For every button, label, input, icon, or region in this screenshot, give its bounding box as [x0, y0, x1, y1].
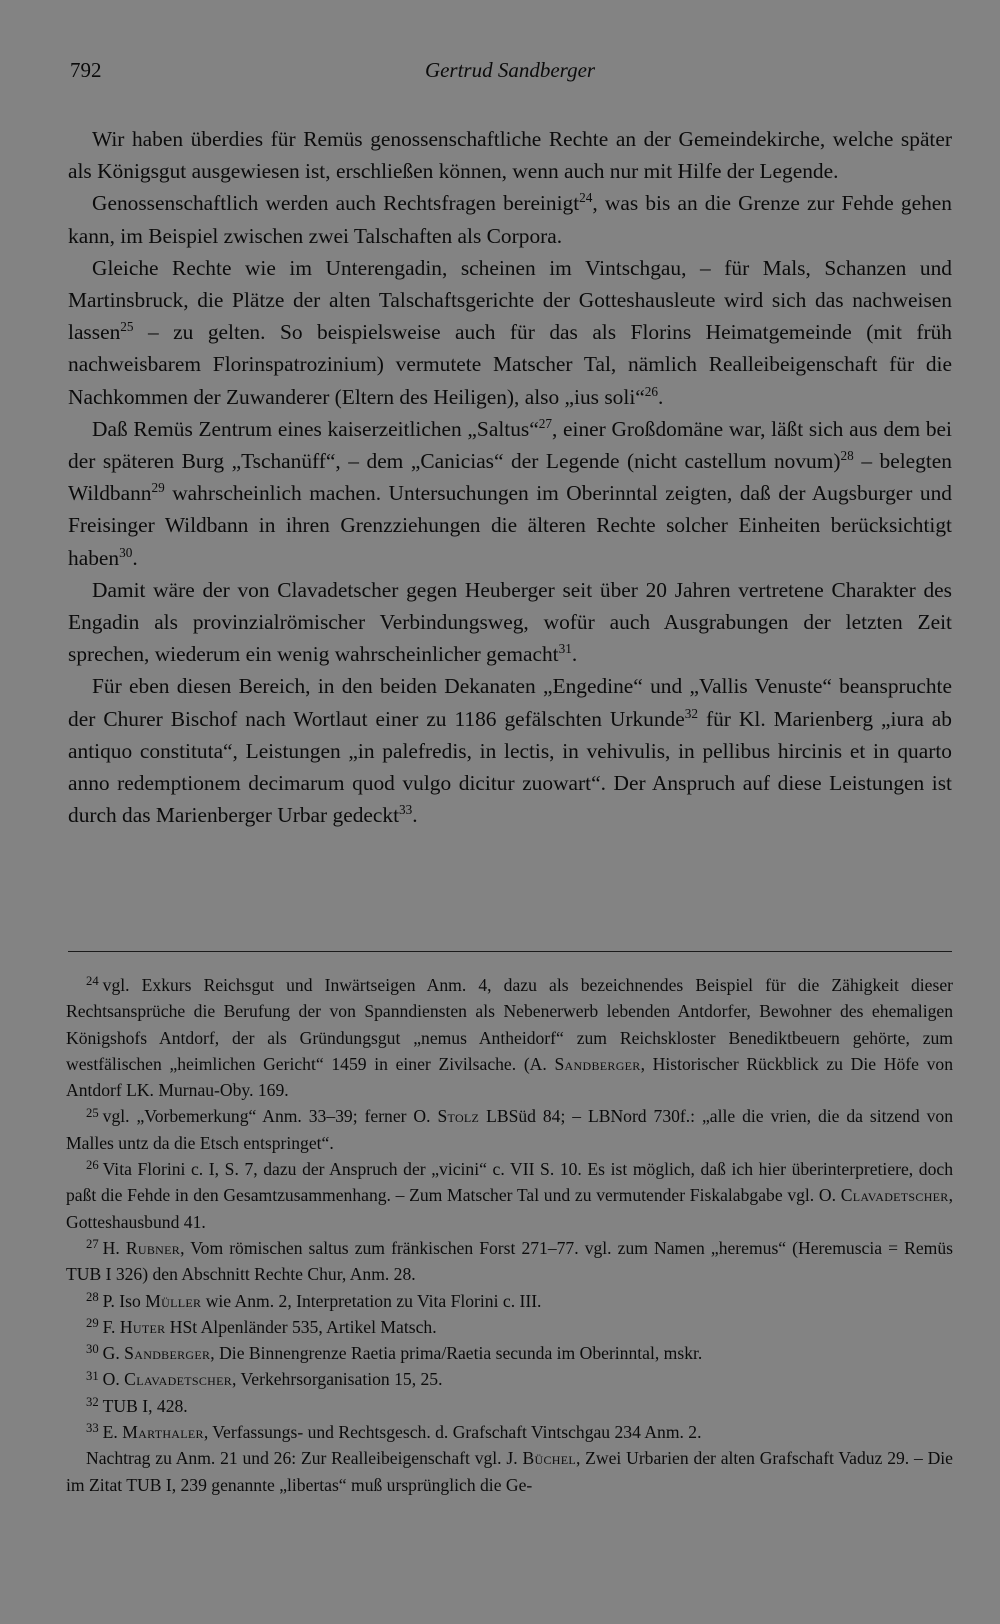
- footnote: $^{25}$ vgl. „Vorbemerkung“ Anm. 33–39; ferner O. Stolz LBSüd 84; – LBNord 730f.: „alle die vrien, die da sitzend von Malles untz da die Etsch entspringet“.: [66, 1105, 953, 1153]
- footnote-divider: [68, 951, 952, 952]
- footnote: $^{32}$ TUB I, 428.: [86, 1395, 188, 1416]
- footnote: $^{29}$ F. Huter HSt Alpenländer 535, Artikel Matsch.: [86, 1316, 437, 1337]
- footnote-ref[interactable]: 33: [399, 802, 413, 818]
- footnote-ref[interactable]: 25: [120, 319, 134, 334]
- running-title: Gertrud Sandberger: [424, 58, 596, 82]
- footnote-ref[interactable]: 31: [558, 641, 572, 657]
- footnote-number: 24: [86, 974, 99, 989]
- nachtrag: Nachtrag zu Anm. 21 und 26: Zur Realleibeigenschaft vgl. J. Büchel, Zwei Urbarien der alten Grafschaft Vaduz 29. – Die im Zitat TUB I, 239 genannte „libertas“ muß ursprünglich die Ge-: [66, 1448, 953, 1495]
- body-text: [68, 123, 952, 831]
- footnote-ref[interactable]: 24: [579, 190, 593, 206]
- footnote: $^{28}$ P. Iso Müller wie Anm. 2, Interpretation zu Vita Florini c. III.: [86, 1289, 542, 1311]
- paragraph: Gleiche Rechte wie im Unterengadin, scheinen im Vintschgau, – für Mals, Schanzen und Martinsbruck, die Plätze der alten Talschaftsgerichte der Gotteshausleute wird sich das nachweisen lassen$^{25}$ – zu gelten. So beispielsweise auch für das als Florins Heimatgemeinde (mit früh nachweisbarem Florinspatrozinium) vermutete Matscher Tal, nämlich Realleibeigenschaft für die Nachkommen der Zuwanderer (Eltern des Heiligen), also „ius soli“$^{26}$.: [68, 255, 952, 409]
- footnote-ref[interactable]: 30: [119, 544, 133, 560]
- footnote: $^{31}$ O. Clavadetscher, Verkehrsorganisation 15, 25.: [86, 1368, 443, 1390]
- footnotes: [66, 972, 953, 1498]
- paragraph: Wir haben überdies für Remüs genossenschaftliche Rechte an der Gemeindekirche, welche später als Königsgut ausgewiesen ist, erschließen können, wenn auch nur mit Hilfe der Legende.: [68, 127, 952, 184]
- footnote-number: 33: [86, 1421, 99, 1436]
- footnote-number: 32: [86, 1395, 99, 1410]
- footnote-ref[interactable]: 28: [840, 447, 854, 463]
- footnote-number: 30: [86, 1342, 99, 1357]
- footnote-number: 26: [86, 1158, 99, 1173]
- paragraph: Daß Remüs Zentrum eines kaiserzeitlichen „Saltus“$^{27}$, einer Großdomäne war, läßt sich aus dem bei der späteren Burg „Tschanüff“, – dem „Canicias“ der Legende (nicht castellum novum)$^{28}$ – belegten Wildbann$^{29}$ wahrscheinlich machen. Untersuchungen im Oberinntal zeigten, daß der Augsburger und Freisinger Wildbann in ihren Grenzziehungen die älteren Rechte solcher Einheiten berücksichtigt haben$^{30}$.: [68, 415, 952, 570]
- footnote-ref[interactable]: 32: [684, 705, 698, 721]
- paragraph: Damit wäre der von Clavadetscher gegen Heuberger seit über 20 Jahren vertretene Charakter des Engadin als provinzialrömischer Verbindungsweg, wofür auch Ausgrabungen der letzten Zeit sprechen, wiederum ein wenig wahrscheinlicher gemacht$^{31}$.: [68, 577, 952, 667]
- footnote-ref[interactable]: 26: [644, 383, 659, 399]
- footnote-number: 29: [86, 1316, 99, 1331]
- paragraph: Für eben diesen Bereich, in den beiden Dekanaten „Engedine“ und „Vallis Venuste“ beanspruchte der Churer Bischof nach Wortlaut einer zu 1186 gefälschten Urkunde$^{32}$ für Kl. Marienberg „iura ab antiquo constituta“, Leistungen „in palefredis, in lectis, in vehivulis, in pellibus hircinis et in quarto anno redemptionem decimarum quod vulgo dicitur zuowart“. Der Anspruch auf diese Leistungen ist durch das Marienberger Urbar gedeckt$^{33}$.: [68, 674, 952, 828]
- footnote: $^{26}$ Vita Florini c. I, S. 7, dazu der Anspruch der „vicini“ c. VII S. 10. Es ist möglich, daß ich hier überinterpretiere, doch paßt die Fehde in den Gesamtzusammenhang. – Zum Matscher Tal und zu vermutender Fiskalabgabe vgl. O. Clavadetscher, Gotteshausbund 41.: [66, 1158, 953, 1232]
- running-head: [70, 58, 950, 88]
- footnote: $^{30}$ G. Sandberger, Die Binnengrenze Raetia prima/Raetia secunda im Oberinntal, mskr.: [86, 1342, 703, 1364]
- footnote: $^{24}$ vgl. Exkurs Reichsgut und Inwärtseigen Anm. 4, dazu als bezeichnendes Beispiel für die Zähigkeit dieser Rechtsansprüche die Berufung der von Spanndiensten als Nebenerwerb lebenden Antdorfer, Bewohner des ehemaligen Königshofs Antdorf, der als Gründungsgut „nemus Antheidorf“ zum Reichskloster Benediktbeuern gehörte, zum westfälischen „heimlichen Gericht“ 1459 in einer Zivilsache. (A. Sandberger, Historischer Rückblick zu Die Höfe von Antdorf LK. Murnau-Oby. 169.: [66, 974, 953, 1101]
- paragraph: Genossenschaftlich werden auch Rechtsfragen bereinigt$^{24}$, was bis an die Grenze zur Fehde gehen kann, im Beispiel zwischen zwei Talschaften als Corpora.: [68, 190, 952, 248]
- footnote-number: 31: [86, 1368, 99, 1383]
- footnote-number: 27: [86, 1237, 99, 1252]
- footnote-number: 25: [86, 1105, 99, 1120]
- page-number: 792: [70, 58, 102, 82]
- footnote-number: 28: [86, 1289, 99, 1304]
- footnote: $^{27}$ H. Rubner, Vom römischen saltus zum fränkischen Forst 271–77. vgl. zum Namen „heremus“ (Heremuscia = Remüs TUB I 326) den Abschnitt Rechte Chur, Anm. 28.: [66, 1237, 953, 1285]
- footnote-ref[interactable]: 29: [151, 480, 165, 496]
- footnote-ref[interactable]: 27: [538, 415, 552, 431]
- footnote: $^{33}$ E. Marthaler, Verfassungs- und Rechtsgesch. d. Grafschaft Vintschgau 234 Anm. 2.: [86, 1421, 702, 1443]
